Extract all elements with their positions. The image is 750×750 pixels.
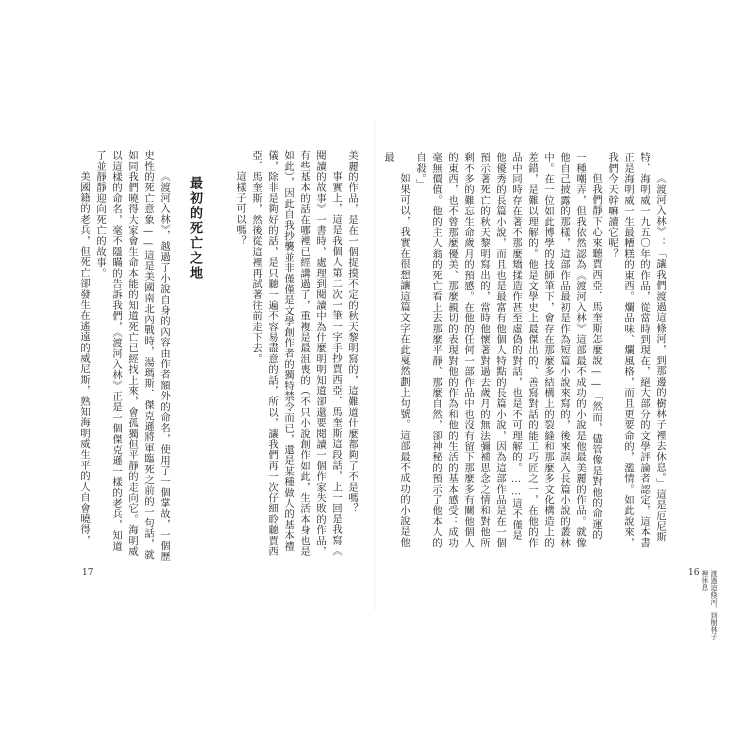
- blank-line: [216, 150, 232, 562]
- right-paragraph-3: 如果可以，我實在很想讓這篇文字在此戛然劃上句號。這部最不成功的小說是他最: [382, 152, 410, 548]
- right-page-number: 16: [688, 568, 700, 578]
- left-paragraph-3: 這樣子可以嗎？: [234, 170, 246, 246]
- running-head: 渡過這條河，到樹林子裡休息: [701, 570, 718, 640]
- left-page-number: 17: [82, 568, 94, 578]
- right-paragraph-2: 但我們靜下心來聽賈西亞．馬奎斯怎麼說——「然而，儘管像是對他的命運的一種嘲弄，但我依然認為《渡河入林》這部最不成功的小說是他最美麗的作品。就像他自己披露的那樣，這部作品最初是作為短篇小說來寫的，後來誤入長篇小說的叢林中。在一位如此博學的技師筆下，會存在那麼多結構上的裂縫和那麼多文化構造上的差錯，是難以理解的。他是文學史上最傑出的、善寫對話的能工巧匠之一，在他的作品中同時存在著不那麼矯揉造作甚至虛偽的對話，也是不可理解的。……這不僅是他優秀的長篇小說，而且也是最富有他個人特點的長篇小說，因為這部作品是在一個預示著死亡的秋天黎明寫出的，當時他懷著對過去歲月的無法彌補思念之情和對他所剩不多的難忘生命歲月的預感。在他的任何一部作品中也沒有留下那麼多有關他個人的東西，也不曾那麼優美、那麼親切的表現對他的作為和他的生活的基本感受：成功毫無價值。他的主人翁的死亡看上去那麼平靜、那麼自然，卻神秘的預示了他本人的自殺。」: [414, 152, 602, 548]
- left-page-body: [58, 150, 360, 562]
- left-paragraph-2: 事實上，這是我個人第二次一筆一字手抄賈西亞．馬奎斯這段話，上一回是我寫《閱讀的故事》一書時，處理到閱讀中為什麼明明知道卻還要閱讀一個作家失敗的作品，有些基本的話在哪裡已經講過了，重複是最沮喪的（不只小說創作如此，生活本身也是如此），因此自我抄襲並非僅僅是文學創作者的獨特禁令而已，還是某種做人的基本禮儀，除非是夠好的話，是只聽一遍不容易盡意的話，所以，讓我們再一次仔細聆聽賈西亞．馬奎斯，然後從這裡再試著往前走下去。: [250, 150, 342, 557]
- left-paragraph-continued: 美麗的作品，是在一個捉摸不定的秋天黎明寫的，這難道什麼都夠了不是嗎？: [346, 150, 358, 514]
- page-gutter: [374, 120, 376, 610]
- right-page-body: [382, 152, 668, 548]
- section-title: 最初的死亡之地: [187, 176, 202, 281]
- right-paragraph-1: 《渡河入林》：「讓我們渡過這條河，到那邊的樹林子裡去休息。」這是厄尼斯特．海明威一九五〇年的作品，從當時到現在，絕大部分的文學評論者認定，這本書正是海明威一生最糟糕的東西。爛品味、爛風格，而且更要命的，濫情。如此說來，我們今天幹嘛讀它呢？: [606, 152, 666, 548]
- left-paragraph-5: 美國籍的老兵，但死亡卻發生在遙遠的威尼斯，熟知海明威生平的人自會曉得，: [78, 170, 90, 546]
- left-paragraph-4: 《渡河入林》，越過了小說自身的內容由作者額外的命名，使用了一個掌故，一個歷史性的死亡意象——這是美國南北內戰時，湯瑪斯．傑克遜將軍臨死之前的一句話，就如同我們曉得大家會生命本能的知道死亡已經找上來，會孤獨但平靜的走向它。海明威以這樣的命名，毫不隱瞞的告訴我們，《渡河入林》正是一個傑克遜一樣的老兵，知道了並靜靜迎向死亡的故事。: [94, 150, 170, 562]
